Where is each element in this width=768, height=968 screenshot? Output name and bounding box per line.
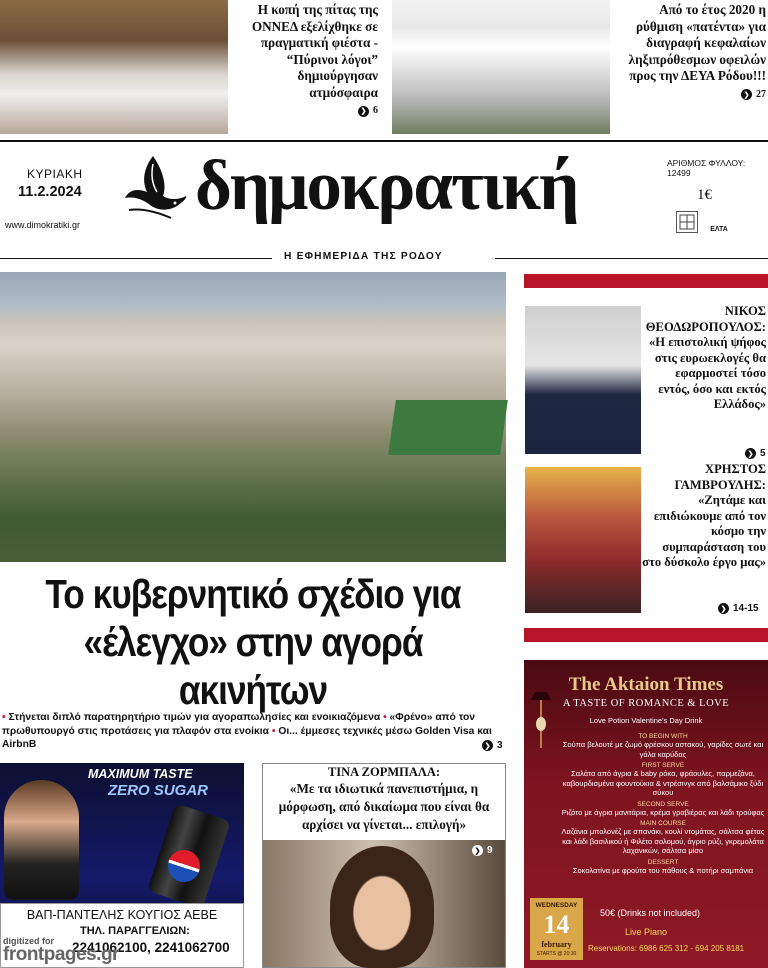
masthead-rule [0, 140, 768, 142]
event-start-time: STARTS @ 20:30 [536, 951, 577, 957]
tina-name: ΤΙΝΑ ΖΟΡΜΠΑΛΑ: [327, 765, 441, 779]
bullet-icon: • [271, 725, 276, 737]
arrow-icon: ❯ [482, 740, 493, 751]
event-month: february [541, 940, 572, 949]
event-date-number: 14 [543, 910, 570, 939]
ad-company-name: ΒΑΠ-ΠΑΝΤΕΛΗΣ ΚΟΥΓΙΟΣ ΑΕΒΕ [26, 908, 218, 922]
date-day: ΚΥΡΙΑΚΗ [27, 167, 83, 181]
menu-dish: Σούπα βελουτέ με ζωμό φρέσκου αστακού, γαρίδες σωτέ και γάλα καρύδας [562, 740, 764, 759]
interview-quote: «Η επιστολική ψήφος στις ευρωεκλογές θα εφαρμοστεί τόσο εντός, όσο και εκτός Ελλάδος» [648, 335, 766, 411]
menu-section: FIRST SERVE [641, 762, 685, 769]
newspaper-logo[interactable]: δημοκρατική [195, 147, 578, 225]
price: 1€ [697, 187, 712, 203]
interview-name: ΝΙΚΟΣ ΘΕΟΔΩΡΟΠΟΥΛΟΣ: [645, 304, 766, 334]
red-rule [524, 628, 768, 642]
ad-tagline-zero-sugar: ZERO SUGAR [108, 782, 209, 799]
arrow-icon: ❯ [472, 845, 483, 856]
aktaion-subtitle: A TASTE OF ROMANCE & LOVE [562, 698, 730, 709]
menu-section: TO BEGIN WITH [638, 733, 688, 740]
arrow-icon: ❯ [745, 448, 756, 459]
teaser-onned-text: Η κοπή της πίτας της ΟΝΝΕΔ εξελίχθηκε σε πραγματική φιέστα - “Πύρινοι λόγοι” δημιούργησαν ατμόσφαιρα [251, 2, 378, 100]
arrow-icon: ❯ [718, 603, 729, 614]
teaser-deya-text: Από το έτος 2020 η ρύθμιση «πατέντα» για διαγραφή κεφαλαίων ληξιπρόθεσμων οφειλών προς την ΔΕΥΑ Ρόδου!!! [628, 2, 766, 83]
menu-dish: Σαλάτα από άγρια & baby ρόκα, φράουλες, παρμεζάνα, καβουρδισμένα φουντούκια & ντρέσινγκ από βαλσάμικο ξύδι σύκου [562, 769, 764, 797]
menu-dish: Ριζότο με άγρια μανιτάρια, κρέμα γραβιέρας και λάδι τρούφας [561, 807, 765, 817]
event-day: WEDNESDAY [535, 902, 578, 909]
elta-badge: ΕΛΤΑ [710, 226, 728, 233]
digitized-label: digitized for [3, 936, 54, 946]
football-pitch [388, 400, 508, 455]
arrow-icon: ❯ [741, 89, 752, 100]
arrow-icon: ❯ [358, 106, 369, 117]
menu-section: MAIN COURSE [640, 820, 686, 827]
event-price: 50€ (Drinks not included) [600, 908, 701, 918]
date-value: 11.2.2024 [18, 184, 82, 200]
bullet-icon: • [383, 712, 387, 723]
interview-christos[interactable] [641, 462, 766, 571]
lead-headline-line1: Το κυβερνητικό σχέδιο για [45, 571, 461, 617]
bullet-icon: • [2, 712, 6, 723]
aktaion-title: The Aktaion Times [568, 674, 724, 695]
tina-quote: «Με τα ιδιωτικά πανεπιστήμια, η μόρφωση, από δικαίωμα που είναι θα αρχίσει να γίνεται... επιλογή» [278, 781, 490, 832]
teaser-deya[interactable] [614, 2, 766, 103]
lead-headline[interactable] [35, 570, 470, 714]
issue-number: ΑΡΙΘΜΟΣ ΦΥΛΛΟΥ: 12499 [667, 158, 746, 178]
event-reservations: Reservations: 6986 625 312 - 694 205 8181 [588, 944, 745, 953]
lead-bullet: Οι... έμμεσες τεχνικές μέσω Golden Visa και AirbnB [2, 725, 492, 750]
event-live-music: Live Piano [625, 927, 668, 937]
tagline-rule [0, 258, 272, 259]
christos-page-badge: ❯ 14-15 [718, 603, 759, 614]
nikos-page-badge: ❯ 5 [745, 448, 766, 459]
interview-name: ΧΡΗΣΤΟΣ ΓΑΜΒΡΟΥΛΗΣ: [674, 462, 766, 492]
dove-logo-icon [123, 152, 188, 224]
tina-portrait-photo [330, 846, 434, 968]
menu-dish: Λαζάνια μπολονέζ με σπανάκι, κουλί ντομάτας, σάλτσα φέτας και λάδι βασιλικού ή Φιλέτο σολομού, άγριο ρύζι, γκρεμολάτα λαχανικών, σάλτσα μίσο [561, 827, 765, 855]
deya-building-photo [392, 0, 610, 134]
aktaion-menu [560, 730, 766, 875]
onned-event-photo [0, 0, 228, 134]
ad-phone-label: ΤΗΛ. ΠΑΡΑΓΓΕΛΙΩΝ: [80, 925, 190, 937]
grid-icon [679, 214, 695, 230]
teaser-deya-page-badge: ❯ 27 [741, 87, 766, 104]
aktaion-drink: Love Potion Valentine's Day Drink [589, 716, 703, 725]
interview-quote: «Ζητάμε και επιδιώκουμε από τον κόσμο την συμπαράσταση του στο δύσκολο έργο μας» [642, 493, 766, 569]
tina-page-badge: ❯ 9 [472, 845, 493, 856]
ad-model-photo [4, 780, 79, 900]
lead-bullet: «Φρένο» από τον πρωθυπουργό στις προτάσεις για πλαφόν στα ενοίκια [2, 712, 476, 737]
digitized-site-watermark: frontpages.gr [3, 944, 119, 965]
teaser-onned[interactable] [233, 2, 378, 120]
red-rule [524, 274, 768, 288]
teaser-onned-page-badge: ❯ 6 [358, 103, 378, 120]
menu-dish: Σοκολατίνα με φρούτα του πάθους & ποτήρι σαμπάνια [572, 865, 754, 875]
certification-icon [676, 211, 698, 233]
interview-nikos[interactable] [641, 304, 766, 413]
ad-tagline: MAXIMUM TASTE [88, 767, 193, 781]
nikos-portrait-photo [525, 306, 641, 454]
lead-headline-line2: «έλεγχο» στην αγορά ακινήτων [83, 619, 423, 713]
lead-bullets [2, 711, 506, 752]
lead-page-badge: ❯ 3 [482, 740, 503, 751]
tagline: Η ΕΦΗΜΕΡΙΔΑ ΤΗΣ ΡΟΔΟΥ [284, 251, 443, 262]
website-link[interactable]: www.dimokratiki.gr [5, 220, 81, 230]
menu-section: DESSERT [647, 858, 679, 866]
christos-portrait-photo [525, 467, 641, 613]
lead-bullet: Στήνεται διπλό παρατηρητήριο τιμών για αγοραπωλησίες και ενοικιαζόμενα [8, 712, 381, 723]
ad-phones: 2241062100, 2241062700 [72, 940, 230, 955]
tagline-rule [495, 258, 768, 259]
menu-section: SECOND SERVE [637, 800, 689, 808]
